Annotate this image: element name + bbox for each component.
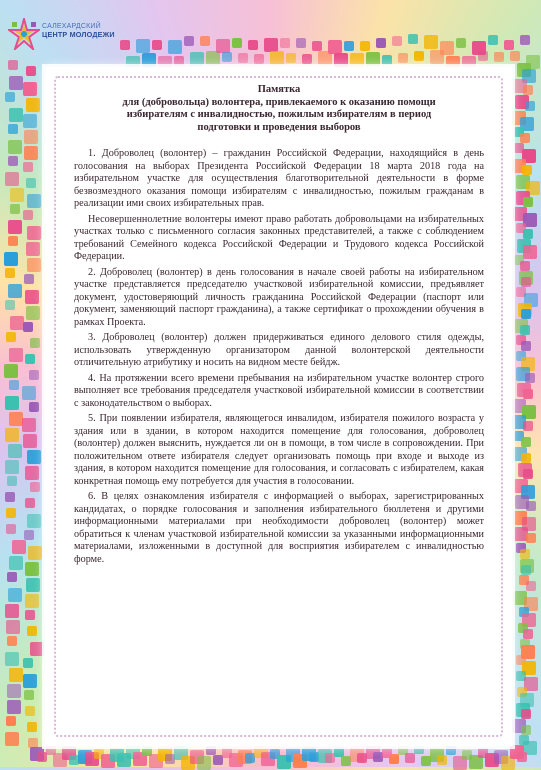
confetti-tile (9, 348, 23, 362)
confetti-tile (5, 652, 19, 666)
confetti-tile (504, 40, 514, 50)
title-line: для (добровольца) волонтера, привлекаемого к оказанию помощи (122, 96, 436, 108)
confetti-tile (25, 290, 39, 304)
confetti-tile (523, 389, 533, 399)
confetti-tile (517, 752, 527, 762)
confetti-tile (8, 156, 18, 166)
confetti-tile (29, 402, 39, 412)
confetti-tile (521, 341, 531, 351)
confetti-tile (27, 226, 41, 240)
confetti-tile (5, 396, 19, 410)
confetti-tile (5, 300, 15, 310)
confetti-tile (26, 98, 40, 112)
confetti-tile (8, 236, 18, 246)
confetti-tile (366, 52, 380, 66)
confetti-tile (522, 165, 532, 175)
confetti-tile (523, 197, 533, 207)
confetti-tile (494, 52, 504, 62)
logo (6, 6, 116, 54)
confetti-tile (27, 194, 41, 208)
confetti-tile (23, 210, 33, 220)
confetti-tile (312, 41, 322, 51)
confetti-tile (174, 56, 184, 66)
confetti-tile (23, 114, 37, 128)
paragraph-3: 3. Доброволец (волонтер) должен придерживаться единого делового стиля одежды, использовать утвержденную организатором данной волонтерской деятельности отличительную атрибутику и носить на видном месте бейдж. (74, 332, 484, 368)
confetti-tile (398, 53, 408, 63)
confetti-tile (25, 498, 35, 508)
confetti-tile (5, 172, 19, 186)
confetti-tile (23, 162, 33, 172)
confetti-tile (10, 188, 24, 202)
confetti-tile (142, 53, 156, 67)
confetti-tile (521, 277, 531, 287)
confetti-tile (6, 508, 16, 518)
confetti-tile (521, 309, 531, 319)
logo-text (42, 23, 115, 39)
confetti-tile (408, 34, 418, 44)
confetti-tile (25, 562, 39, 576)
confetti-tile (7, 572, 17, 582)
paragraph-1-note: Несовершеннолетние волонтеры имеют право работать добровольцами на избирательных участках только с письменного согласия законных представителей, а также с соблюдением требований Семейного кодекса Российской Федерации и Трудового кодекса Российской Федерации. (74, 213, 484, 262)
confetti-tile (5, 604, 19, 618)
confetti-tile (6, 524, 16, 534)
confetti-tile (26, 306, 40, 320)
confetti-tile (27, 722, 37, 732)
memo-title (74, 84, 484, 134)
confetti-tile (24, 530, 34, 540)
confetti-tile (8, 588, 22, 602)
paragraph-5: 5. При появлении избирателя, являющегося инвалидом, избирателя пожилого возраста у здания или в здании, в котором находится помещение для голосования, доброволец (волонтер) должен выяснить, нуждается ли он в помощи, в том числе в сопровождении. При положительном ответе избирателя следует организовать помощь при входе и выходе из здания, в котором находится помещение для голосования, и согласовать с избирателем, какая конкретная помощь ему потребуется для участия в голосовании. (74, 413, 484, 487)
confetti-tile (27, 626, 37, 636)
confetti-tile (28, 546, 42, 560)
confetti-tile (520, 35, 530, 45)
confetti-tile (23, 82, 37, 96)
confetti-tile (24, 146, 38, 160)
confetti-tile (9, 412, 23, 426)
confetti-tile (521, 565, 531, 575)
logo-line-1: САЛЕХАРДСКИЙ (42, 23, 101, 30)
confetti-tile (152, 40, 162, 50)
confetti-tile (136, 39, 150, 53)
confetti-tile (25, 610, 35, 620)
confetti-tile (24, 690, 34, 700)
confetti-tile (27, 514, 41, 528)
confetti-tile (9, 556, 23, 570)
confetti-tile (523, 629, 533, 639)
confetti-tile (30, 642, 44, 656)
confetti-tile (520, 261, 530, 271)
confetti-tile (30, 482, 40, 492)
confetti-tile (526, 533, 536, 543)
confetti-tile (7, 476, 17, 486)
confetti-tile (328, 40, 342, 54)
confetti-tile (24, 274, 34, 284)
confetti-tile (334, 53, 348, 67)
confetti-tile (12, 540, 26, 554)
confetti-tile (24, 130, 38, 144)
confetti-tile (248, 40, 258, 50)
confetti-tile (25, 706, 35, 716)
confetti-tile (523, 469, 533, 479)
confetti-tile (8, 140, 22, 154)
confetti-tile (27, 258, 41, 272)
confetti-tile (25, 594, 39, 608)
confetti-tile (5, 492, 15, 502)
confetti-tile (523, 229, 533, 239)
confetti-tile (23, 322, 33, 332)
confetti-tile (302, 54, 312, 64)
confetti-tile (27, 450, 41, 464)
confetti-tile (6, 620, 20, 634)
confetti-tile (521, 453, 531, 463)
confetti-tile (264, 38, 278, 52)
confetti-tile (376, 38, 386, 48)
title-line: подготовки и проведения выборов (197, 121, 361, 133)
confetti-tile (8, 284, 22, 298)
paragraph-1: 1. Доброволец (волонтер) – гражданин Российской Федерации, находящийся в день голосования на выборах Президента Российской Федерации 18 марта 2018 года на избирательном участке для осуществления благотворительной деятельности в форме безвозмездного оказания помощи избирателям с инвалидностью, пожилым гражданам в реализации ими своих избирательных прав. (74, 148, 484, 209)
confetti-tile (510, 51, 520, 61)
paragraph-4: 4. На протяжении всего времени пребывания на избирательном участке волонтер строго выполняет все требования председателя участковой избирательной комиссии в соответствии с законодательством о выборах. (74, 372, 484, 409)
confetti-tile (23, 434, 37, 448)
paragraph-2: 2. Доброволец (волонтер) в день голосования в начале своей работы на избирательном участке представляется председателю участковой избирательной комиссии, предъявляет документ, удостоверяющий личность гражданина Российской Федерации (паспорт или документ, заменяющий паспорт гражданина), а также сертификат о прохождении обучения в рамках Проекта. (74, 266, 484, 328)
confetti-tile (521, 709, 531, 719)
confetti-tile (9, 380, 19, 390)
confetti-tile (523, 85, 533, 95)
confetti-tile (296, 38, 306, 48)
confetti-tile (22, 418, 36, 432)
confetti-tile (232, 38, 242, 48)
confetti-tile (6, 332, 16, 342)
confetti-tile (344, 41, 354, 51)
confetti-tile (23, 674, 37, 688)
confetti-tile (30, 338, 40, 348)
confetti-tile (526, 55, 540, 69)
confetti-tile (446, 745, 456, 755)
confetti-tile (521, 725, 531, 735)
confetti-tile (206, 745, 216, 755)
confetti-tile (523, 421, 533, 431)
confetti-tile (520, 549, 530, 559)
confetti-tile (9, 108, 23, 122)
confetti-tile (414, 51, 424, 61)
confetti-tile (5, 732, 19, 746)
confetti-tile (360, 41, 370, 51)
confetti-tile (25, 354, 35, 364)
confetti-tile (488, 35, 498, 45)
title-line: Памятка (257, 84, 301, 95)
confetti-tile (437, 755, 447, 765)
confetti-tile (520, 133, 530, 143)
confetti-tile (5, 268, 15, 278)
confetti-tile (526, 501, 536, 511)
confetti-tile (26, 242, 40, 256)
confetti-tile (168, 40, 182, 54)
confetti-tile (521, 437, 531, 447)
confetti-tile (5, 92, 15, 102)
confetti-tile (525, 373, 535, 383)
confetti-tile (222, 52, 232, 62)
confetti-tile (7, 684, 21, 698)
confetti-tile (29, 370, 39, 380)
confetti-tile (26, 578, 40, 592)
confetti-tile (206, 51, 220, 65)
confetti-tile (520, 325, 530, 335)
confetti-tile (525, 101, 535, 111)
logo-line-2: ЦЕНТР МОЛОДЕЖИ (42, 30, 115, 39)
confetti-tile (424, 35, 438, 49)
confetti-tile (8, 124, 18, 134)
confetti-tile (238, 53, 248, 63)
confetti-tile (8, 60, 18, 70)
confetti-tile (286, 53, 296, 63)
confetti-tile (405, 753, 415, 763)
confetti-tile (8, 444, 22, 458)
confetti-tile (254, 54, 264, 64)
confetti-tile (7, 636, 17, 646)
star-emblem-icon (8, 18, 40, 50)
confetti-tile (440, 41, 454, 55)
confetti-tile (382, 55, 392, 65)
confetti-tile (10, 204, 20, 214)
confetti-tile (197, 756, 211, 770)
confetti-tile (25, 466, 39, 480)
confetti-tile (23, 658, 33, 668)
confetti-tile (190, 52, 204, 66)
confetti-tile (26, 178, 36, 188)
confetti-tile (200, 36, 210, 46)
confetti-tile (389, 754, 399, 764)
confetti-tile (22, 386, 36, 400)
confetti-tile (6, 716, 16, 726)
confetti-tile (4, 364, 18, 378)
confetti-tile (4, 252, 18, 266)
title-line: избирателям с инвалидностью, пожилым избирателям в период (126, 109, 432, 120)
confetti-tile (9, 668, 23, 682)
memo-content (74, 84, 484, 569)
confetti-tile (184, 36, 194, 46)
confetti-tile (8, 220, 22, 234)
confetti-tile (523, 245, 537, 259)
confetti-tile (5, 460, 19, 474)
paragraph-6: 6. В целях ознакомления избирателя с информацией о выборах, зарегистрированных кандидатах, о порядке голосования и заполнения избирательного бюллетеня и другими информационными материалами при необходимости доброволец (волонтер) может обратиться к членам участковой избирательной комиссии за указанными информационными материалами, изложенными в доступной для восприятия избирателем с инвалидностью форме. (74, 491, 484, 565)
confetti-tile (7, 700, 21, 714)
confetti-tile (526, 581, 536, 591)
confetti-tile (120, 40, 130, 50)
confetti-tile (478, 51, 488, 61)
confetti-tile (350, 53, 364, 67)
confetti-tile (270, 51, 284, 65)
confetti-tile (26, 66, 36, 76)
confetti-tile (456, 38, 466, 48)
confetti-tile (280, 38, 290, 48)
confetti-tile (216, 39, 230, 53)
confetti-tile (5, 428, 19, 442)
confetti-tile (9, 76, 23, 90)
confetti-tile (392, 36, 402, 46)
